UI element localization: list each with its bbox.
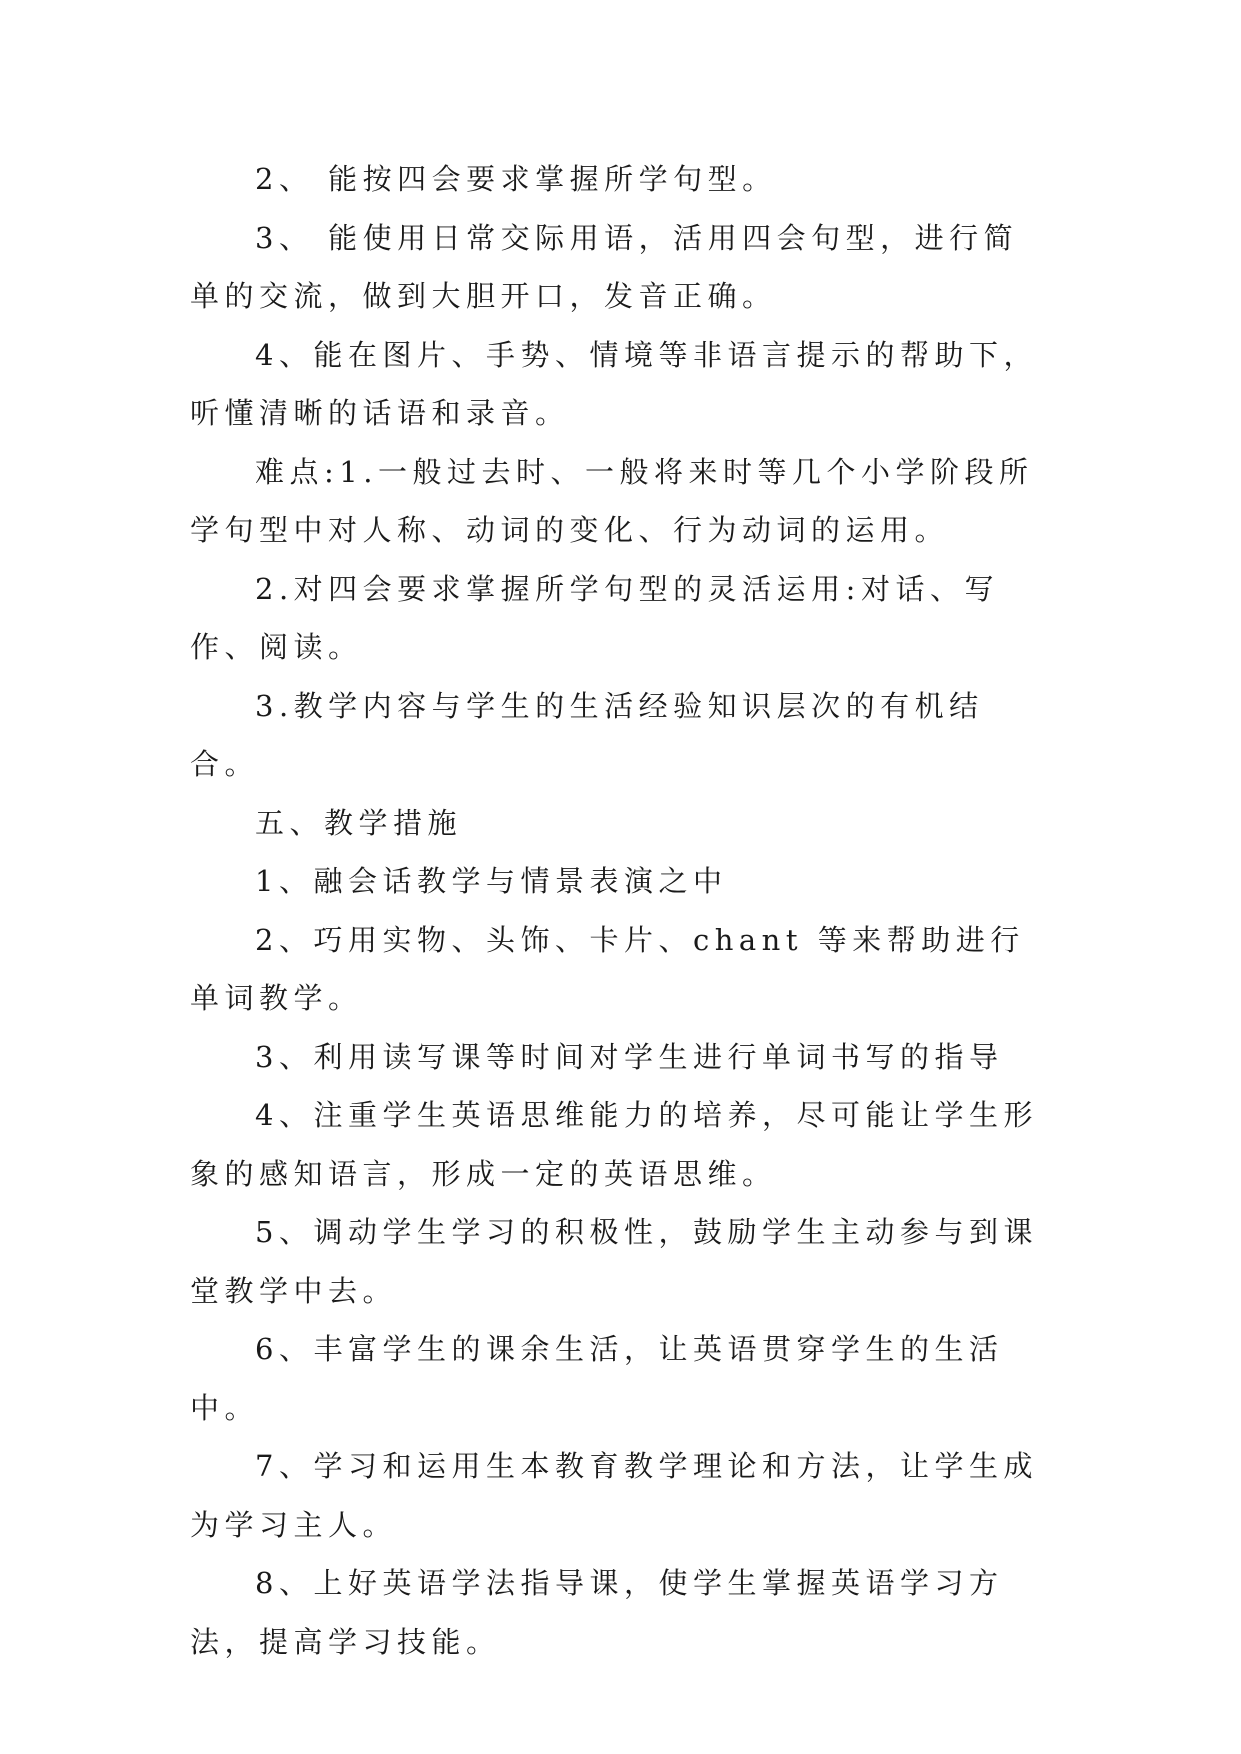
section-heading-measures: 五、教学措施 <box>255 805 463 840</box>
paragraph-measure-4: 4、注重学生英语思维能力的培养，尽可能让学生形象的感知语言，形成一定的英语思维。 <box>190 1098 1038 1191</box>
paragraph-goal-3: 3、 能使用日常交际用语，活用四会句型，进行简单的交流，做到大胆开口，发音正确。 <box>190 220 1019 313</box>
paragraph-measure-5: 5、调动学生学习的积极性，鼓励学生主动参与到课堂教学中去。 <box>190 1215 1038 1308</box>
paragraph-difficulty-1: 难点:1.一般过去时、一般将来时等几个小学阶段所学句型中对人称、动词的变化、行为动词的运用。 <box>190 454 1034 547</box>
paragraph-goal-2: 2、 能按四会要求掌握所学句型。 <box>255 162 777 196</box>
paragraph-measure-2: 2、巧用实物、头饰、卡片、chant 等来帮助进行单词教学。 <box>190 922 1025 1015</box>
paragraph-difficulty-2: 2.对四会要求掌握所学句型的灵活运用:对话、写作、阅读。 <box>190 571 999 664</box>
paragraph-measure-3: 3、利用读写课等时间对学生进行单词书写的指导 <box>255 1039 1004 1074</box>
paragraph-measure-7: 7、学习和运用生本教育教学理论和方法，让学生成为学习主人。 <box>190 1449 1038 1542</box>
paragraph-measure-1: 1、融会话教学与情景表演之中 <box>255 864 728 898</box>
document-body <box>190 150 1050 1671</box>
paragraph-difficulty-3: 3.教学内容与学生的生活经验知识层次的有机结合。 <box>190 688 984 781</box>
paragraph-measure-6: 6、丰富学生的课余生活，让英语贯穿学生的生活中。 <box>190 1332 1004 1425</box>
paragraph-goal-4: 4、能在图片、手势、情境等非语言提示的帮助下，听懂清晰的话语和录音。 <box>190 337 1038 430</box>
paragraph-measure-8: 8、上好英语学法指导课，使学生掌握英语学习方法，提高学习技能。 <box>190 1566 1004 1659</box>
